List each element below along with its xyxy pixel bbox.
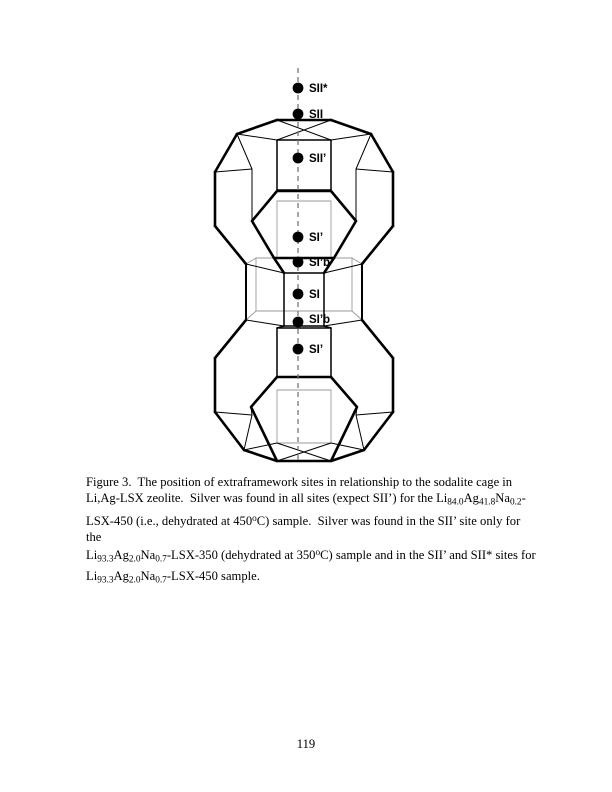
caption-line: Figure 3. The position of extraframework sites in relationship to the sodalite cage in	[86, 475, 513, 489]
site-label: SI’	[309, 344, 324, 356]
cage-edge	[352, 311, 362, 320]
cage-edge	[356, 412, 393, 415]
cage-edge	[237, 134, 277, 140]
site-dot	[293, 344, 304, 355]
cage-edge	[246, 258, 256, 264]
cage-edge	[331, 134, 371, 140]
site-dot	[293, 153, 304, 164]
cage-edge	[215, 226, 246, 264]
site-dot	[293, 289, 304, 300]
site-dot	[293, 257, 304, 268]
cage-edge	[362, 226, 393, 264]
site-label: SI’	[309, 232, 324, 244]
cage-edge	[246, 320, 284, 326]
zeolite-framework-wireframe	[215, 120, 393, 461]
site-dot	[293, 109, 304, 120]
cage-edge	[215, 412, 252, 415]
cage-edge	[215, 320, 246, 358]
page-number: 119	[296, 737, 316, 751]
cage-edge	[215, 169, 252, 172]
figure-caption	[86, 474, 538, 589]
site-label: SII	[309, 109, 324, 121]
caption-line: $Li_{93.3}Ag_{2.0}Na_{0.7}-LSX-450$ sample.	[86, 569, 260, 586]
site-label: SI’b	[309, 257, 331, 269]
cage-edge	[356, 415, 364, 450]
caption-line: LSX-450 (i.e., dehydrated at 450$^o$C) sample. Silver was found in the SII’ site only for the	[86, 513, 524, 545]
cage-edge	[244, 415, 252, 450]
cage-edge	[215, 134, 237, 172]
cage-edge	[215, 412, 244, 450]
cage-edge	[331, 120, 371, 134]
site-label: SI’b	[309, 314, 331, 326]
cage-edge	[371, 134, 393, 172]
caption-line: Li,Ag-LSX zeolite. Silver was found in all sites (expect SII’) for the $Li_{84.0}Ag_{41.8}Na_{0.2}-$	[86, 491, 526, 508]
caption-line: $Li_{93.3}Ag_{2.0}Na_{0.7}-LSX-350$ (dehydrated at 350$^o$C) sample and in the SII’ and SII* sites for	[86, 548, 536, 565]
cage-edge	[246, 311, 256, 320]
cage-edge	[356, 134, 371, 169]
cage-edge	[237, 134, 252, 169]
cage-edge	[356, 169, 393, 172]
cage-edge	[364, 412, 393, 450]
site-label: SII’	[309, 153, 327, 165]
site-dot	[293, 232, 304, 243]
site-dot	[293, 83, 304, 94]
cage-edge	[237, 120, 277, 134]
cage-edge	[352, 258, 362, 264]
cage-face	[277, 140, 331, 190]
cage-edge	[362, 320, 393, 358]
site-label: SII*	[309, 83, 328, 95]
site-label: SI	[309, 289, 320, 301]
site-dot	[293, 317, 304, 328]
